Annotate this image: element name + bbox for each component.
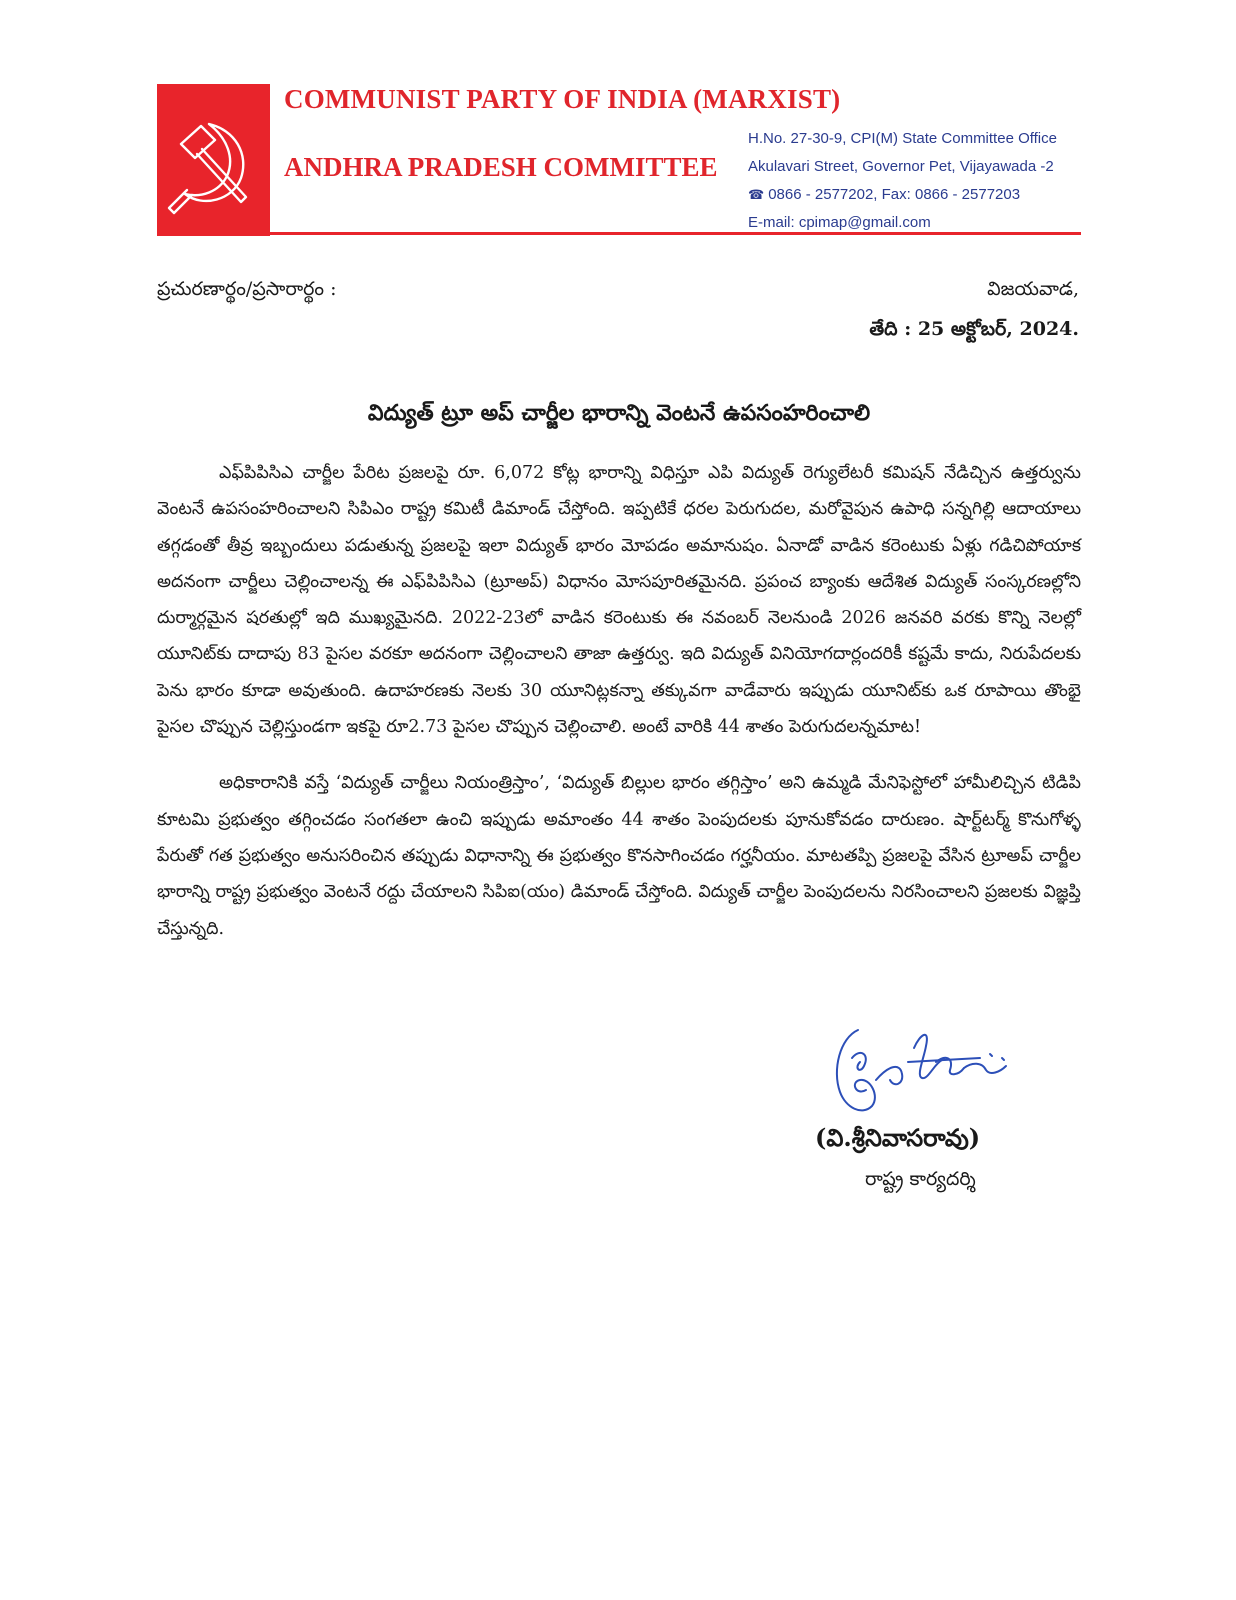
release-label: ప్రచురణార్థం/ప్రసారార్థం : [157,278,337,300]
committee-name: ANDHRA PRADESH COMMITTEE [284,152,718,182]
email-line: E-mail: cpimap@gmail.com [748,214,931,231]
signatory-name: (వి.శ్రీనివాసరావు) [815,1123,981,1152]
place: విజయవాడ, [987,278,1079,300]
headline: విద్యుత్ ట్రూ అప్ చార్జీల భారాన్ని వెంటనే ఉపసంహరించాలి [367,400,871,426]
phone-icon: ☎ [748,187,765,202]
address-line-2: Akulavari Street, Governor Pet, Vijayawada -2 [748,158,1054,175]
party-logo [157,84,270,236]
phone-text: 0866 - 2577202, Fax: 0866 - 2577203 [768,186,1021,203]
letterhead-divider [157,232,1081,235]
hammer-and-sickle-icon [157,84,270,236]
body-text [157,455,1081,967]
address-line-1: H.No. 27-30-9, CPI(M) State Committee Office [748,130,1057,147]
date: తేది : 25 అక్టోబర్, 2024. [869,318,1079,340]
signatory-title: రాష్ట్ర కార్యదర్శి [865,1168,976,1190]
paragraph: ఎఫ్‌పిపిసిఎ చార్జీల పేరిట ప్రజలపై రూ. 6,072 కోట్ల భారాన్ని విధిస్తూ ఎపి విద్యుత్ రెగ్యులేటరీ కమిషన్ నేడిచ్చిన ఉత్తర్వును వెంటనే ఉపసంహరించాలని సిపిఎం రాష్ట్ర కమిటీ డిమాండ్ చేస్తోంది. ఇప్పటికే ధరల పెరుగుదల, మరోవైపున ఉపాధి సన్నగిల్లి ఆదాయాలు తగ్గడంతో తీవ్ర ఇబ్బందులు పడుతున్న ప్రజలపై ఇలా విద్యుత్ భారం మోపడం అమానుషం. ఏనాడో వాడిన కరెంటుకు ఏళ్లు గడిచిపోయాక అదనంగా చార్జీలు చెల్లించాలన్న ఈ ఎఫ్‌పిపిసిఎ (ట్రూఅప్) విధానం మోసపూరితమైనది. ప్రపంచ బ్యాంకు ఆదేశిత విద్యుత్ సంస్కరణల్లోని దుర్మార్గమైన షరతుల్లో ఇది ముఖ్యమైనది. 2022-23లో వాడిన కరెంటుకు ఈ నవంబర్ నెలనుండి 2026 జనవరి వరకు కొన్ని నెలల్లో యూనిట్‌కు దాదాపు 83 పైసల వరకూ అదనంగా చెల్లించాలని తాజా ఉత్తర్వు. ఇది విద్యుత్ వినియోగదార్లందరికీ కష్టమే కాదు, నిరుపేదలకు పెను భారం కూడా అవుతుంది. ఉదాహరణకు నెలకు 30 యూనిట్లకన్నా తక్కువగా వాడేవారు ఇప్పుడు యూనిట్‌కు ఒక రూపాయి తొంభై పైసల చొప్పున చెల్లిస్తుండగా ఇకపై రూ2.73 పైసల చొప్పున చెల్లించాలి. అంటే వారికి 44 శాతం పెరుగుదలన్నమాట! [157,463,1081,738]
org-name: COMMUNIST PARTY OF INDIA (MARXIST) [284,84,841,114]
paragraph: అధికారానికి వస్తే ‘విద్యుత్ చార్జీలు నియంత్రిస్తాం’, ‘విద్యుత్ బిల్లుల భారం తగ్గిస్తాం’ అని ఉమ్మడి మేనిఫెస్టోలో హామీలిచ్చిన టిడిపి కూటమి ప్రభుత్వం తగ్గించడం సంగతలా ఉంచి ఇప్పుడు అమాంతం 44 శాతం పెంపుదలకు పూనుకోవడం దారుణం. షార్ట్‌టర్మ్ కొనుగోళ్ళ పేరుతో గత ప్రభుత్వం అనుసరించిన తప్పుడు విధానాన్ని ఈ ప్రభుత్వం కొనసాగించడం గర్హనీయం. మాటతప్పి ప్రజలపై వేసిన ట్రూఅప్ చార్జీల భారాన్ని రాష్ట్ర ప్రభుత్వం వెంటనే రద్దు చేయాలని సిపిఐ(యం) డిమాండ్ చేస్తోంది. విద్యుత్ చార్జీల పెంపుదలను నిరసించాలని ప్రజలకు విజ్ఞప్తి చేస్తున్నది. [157,773,1081,939]
handwritten-signature [830,1018,1030,1122]
phone-line [748,181,1057,209]
letterhead-address [748,125,1057,237]
